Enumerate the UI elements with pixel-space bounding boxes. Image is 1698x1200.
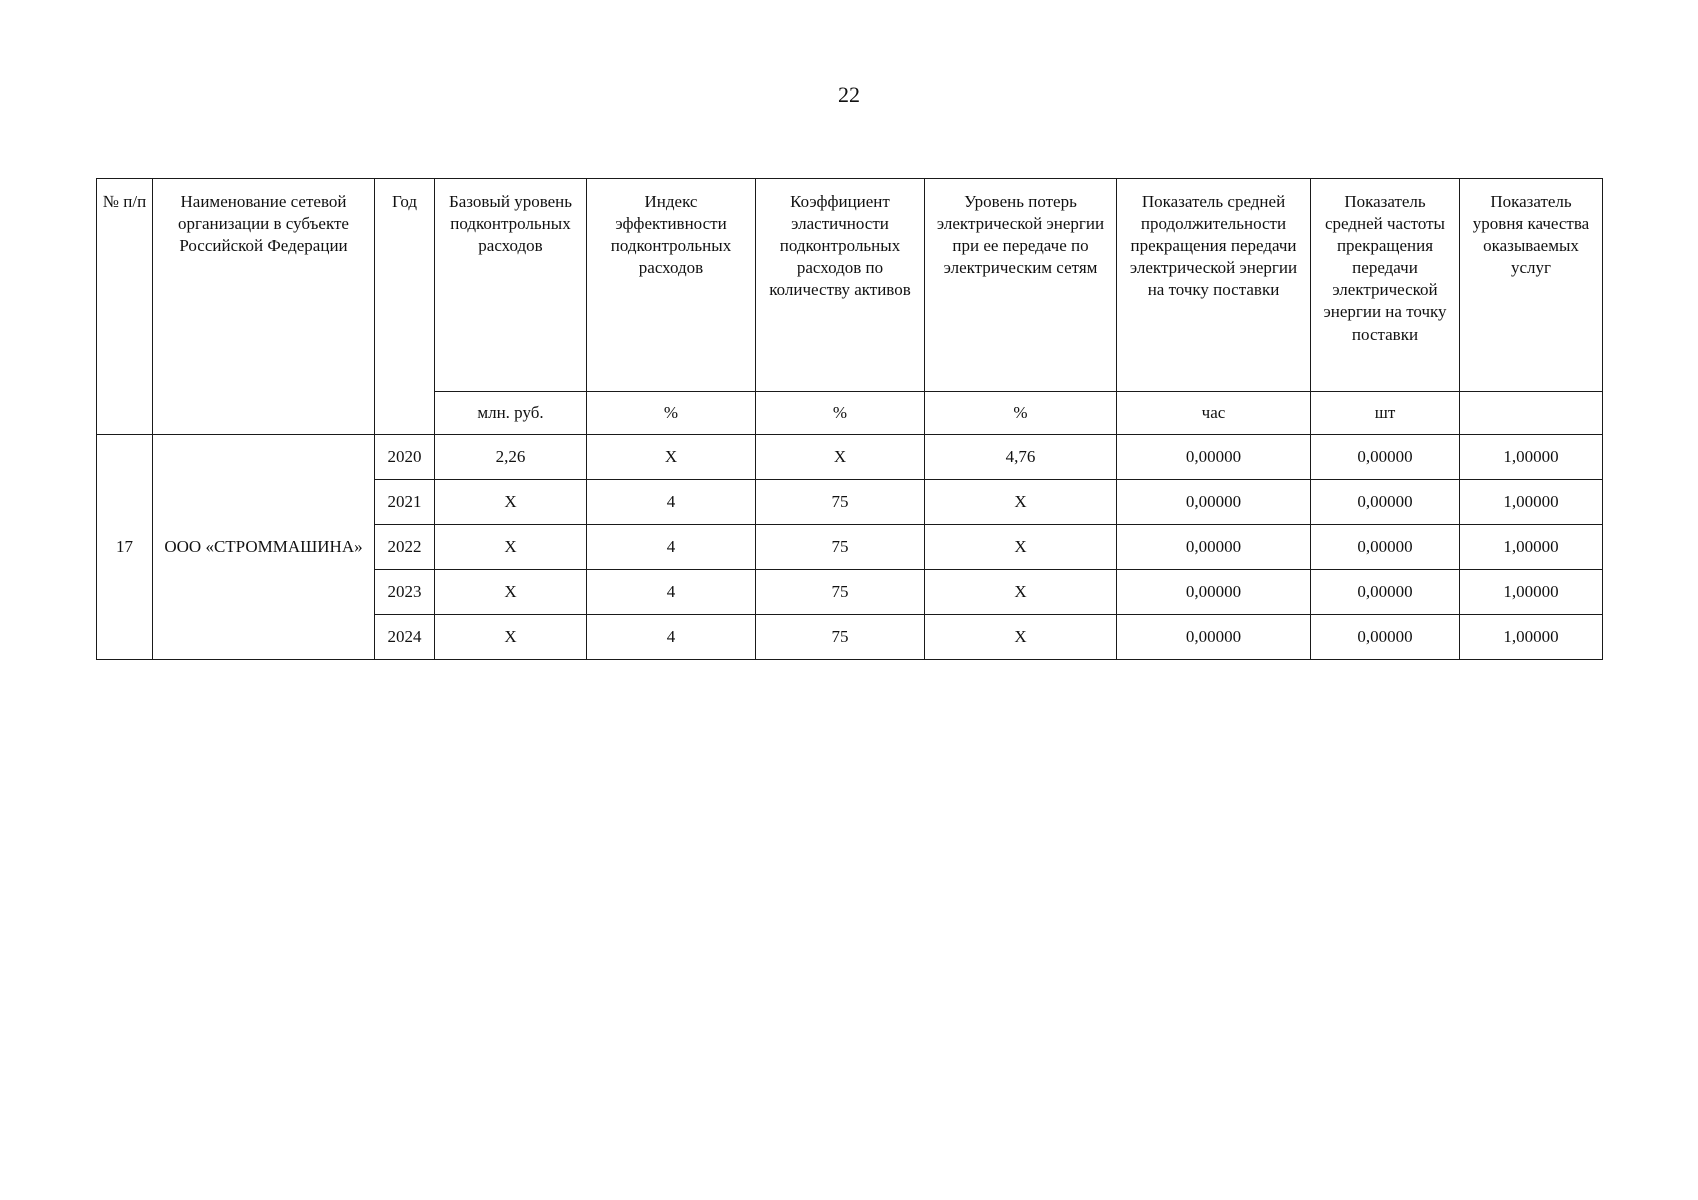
org-number: 17	[97, 435, 153, 660]
unit-elasticity: %	[756, 392, 925, 435]
cell-base: X	[435, 480, 587, 525]
cell-base: 2,26	[435, 435, 587, 480]
cell-duration: 0,00000	[1117, 615, 1311, 660]
header-row	[97, 179, 1603, 392]
header-losses: Уровень потерь электрической энергии при ее передаче по электрическим сетям	[925, 179, 1117, 392]
unit-duration: час	[1117, 392, 1311, 435]
cell-index: X	[587, 435, 756, 480]
cell-base: X	[435, 570, 587, 615]
cell-losses: X	[925, 615, 1117, 660]
cell-losses: X	[925, 570, 1117, 615]
cell-duration: 0,00000	[1117, 435, 1311, 480]
cell-index: 4	[587, 525, 756, 570]
cell-losses: X	[925, 480, 1117, 525]
cell-losses: X	[925, 525, 1117, 570]
cell-frequency: 0,00000	[1311, 570, 1460, 615]
unit-frequency: шт	[1311, 392, 1460, 435]
cell-elasticity: X	[756, 435, 925, 480]
cell-elasticity: 75	[756, 480, 925, 525]
cell-quality: 1,00000	[1460, 525, 1603, 570]
header-num: № п/п	[97, 179, 153, 435]
header-duration: Показатель средней продолжительности прекращения передачи электрической энергии на точку поставки	[1117, 179, 1311, 392]
cell-year: 2021	[375, 480, 435, 525]
header-org: Наименование сетевой организации в субъекте Российской Федерации	[153, 179, 375, 435]
cell-elasticity: 75	[756, 525, 925, 570]
indicators-table	[96, 178, 1603, 660]
cell-year: 2022	[375, 525, 435, 570]
cell-duration: 0,00000	[1117, 480, 1311, 525]
cell-quality: 1,00000	[1460, 480, 1603, 525]
cell-year: 2020	[375, 435, 435, 480]
cell-year: 2023	[375, 570, 435, 615]
header-base: Базовый уровень подконтрольных расходов	[435, 179, 587, 392]
header-year: Год	[375, 179, 435, 435]
cell-index: 4	[587, 570, 756, 615]
cell-frequency: 0,00000	[1311, 615, 1460, 660]
cell-losses: 4,76	[925, 435, 1117, 480]
cell-frequency: 0,00000	[1311, 480, 1460, 525]
cell-index: 4	[587, 615, 756, 660]
page-number: 22	[838, 82, 860, 107]
cell-duration: 0,00000	[1117, 525, 1311, 570]
cell-elasticity: 75	[756, 570, 925, 615]
header-elasticity: Коэффициент эластичности подконтрольных расходов по количеству активов	[756, 179, 925, 392]
header-frequency: Показатель средней частоты прекращения передачи электрической энергии на точку поставки	[1311, 179, 1460, 392]
table-row	[97, 435, 1603, 480]
cell-quality: 1,00000	[1460, 615, 1603, 660]
cell-frequency: 0,00000	[1311, 525, 1460, 570]
cell-elasticity: 75	[756, 615, 925, 660]
unit-index: %	[587, 392, 756, 435]
cell-base: X	[435, 615, 587, 660]
cell-quality: 1,00000	[1460, 435, 1603, 480]
unit-base: млн. руб.	[435, 392, 587, 435]
unit-quality	[1460, 392, 1603, 435]
unit-losses: %	[925, 392, 1117, 435]
org-name: ООО «СТРОММАШИНА»	[153, 435, 375, 660]
cell-base: X	[435, 525, 587, 570]
header-index: Индекс эффективности подконтрольных расходов	[587, 179, 756, 392]
cell-quality: 1,00000	[1460, 570, 1603, 615]
cell-duration: 0,00000	[1117, 570, 1311, 615]
cell-year: 2024	[375, 615, 435, 660]
header-quality: Показатель уровня качества оказываемых услуг	[1460, 179, 1603, 392]
cell-frequency: 0,00000	[1311, 435, 1460, 480]
cell-index: 4	[587, 480, 756, 525]
